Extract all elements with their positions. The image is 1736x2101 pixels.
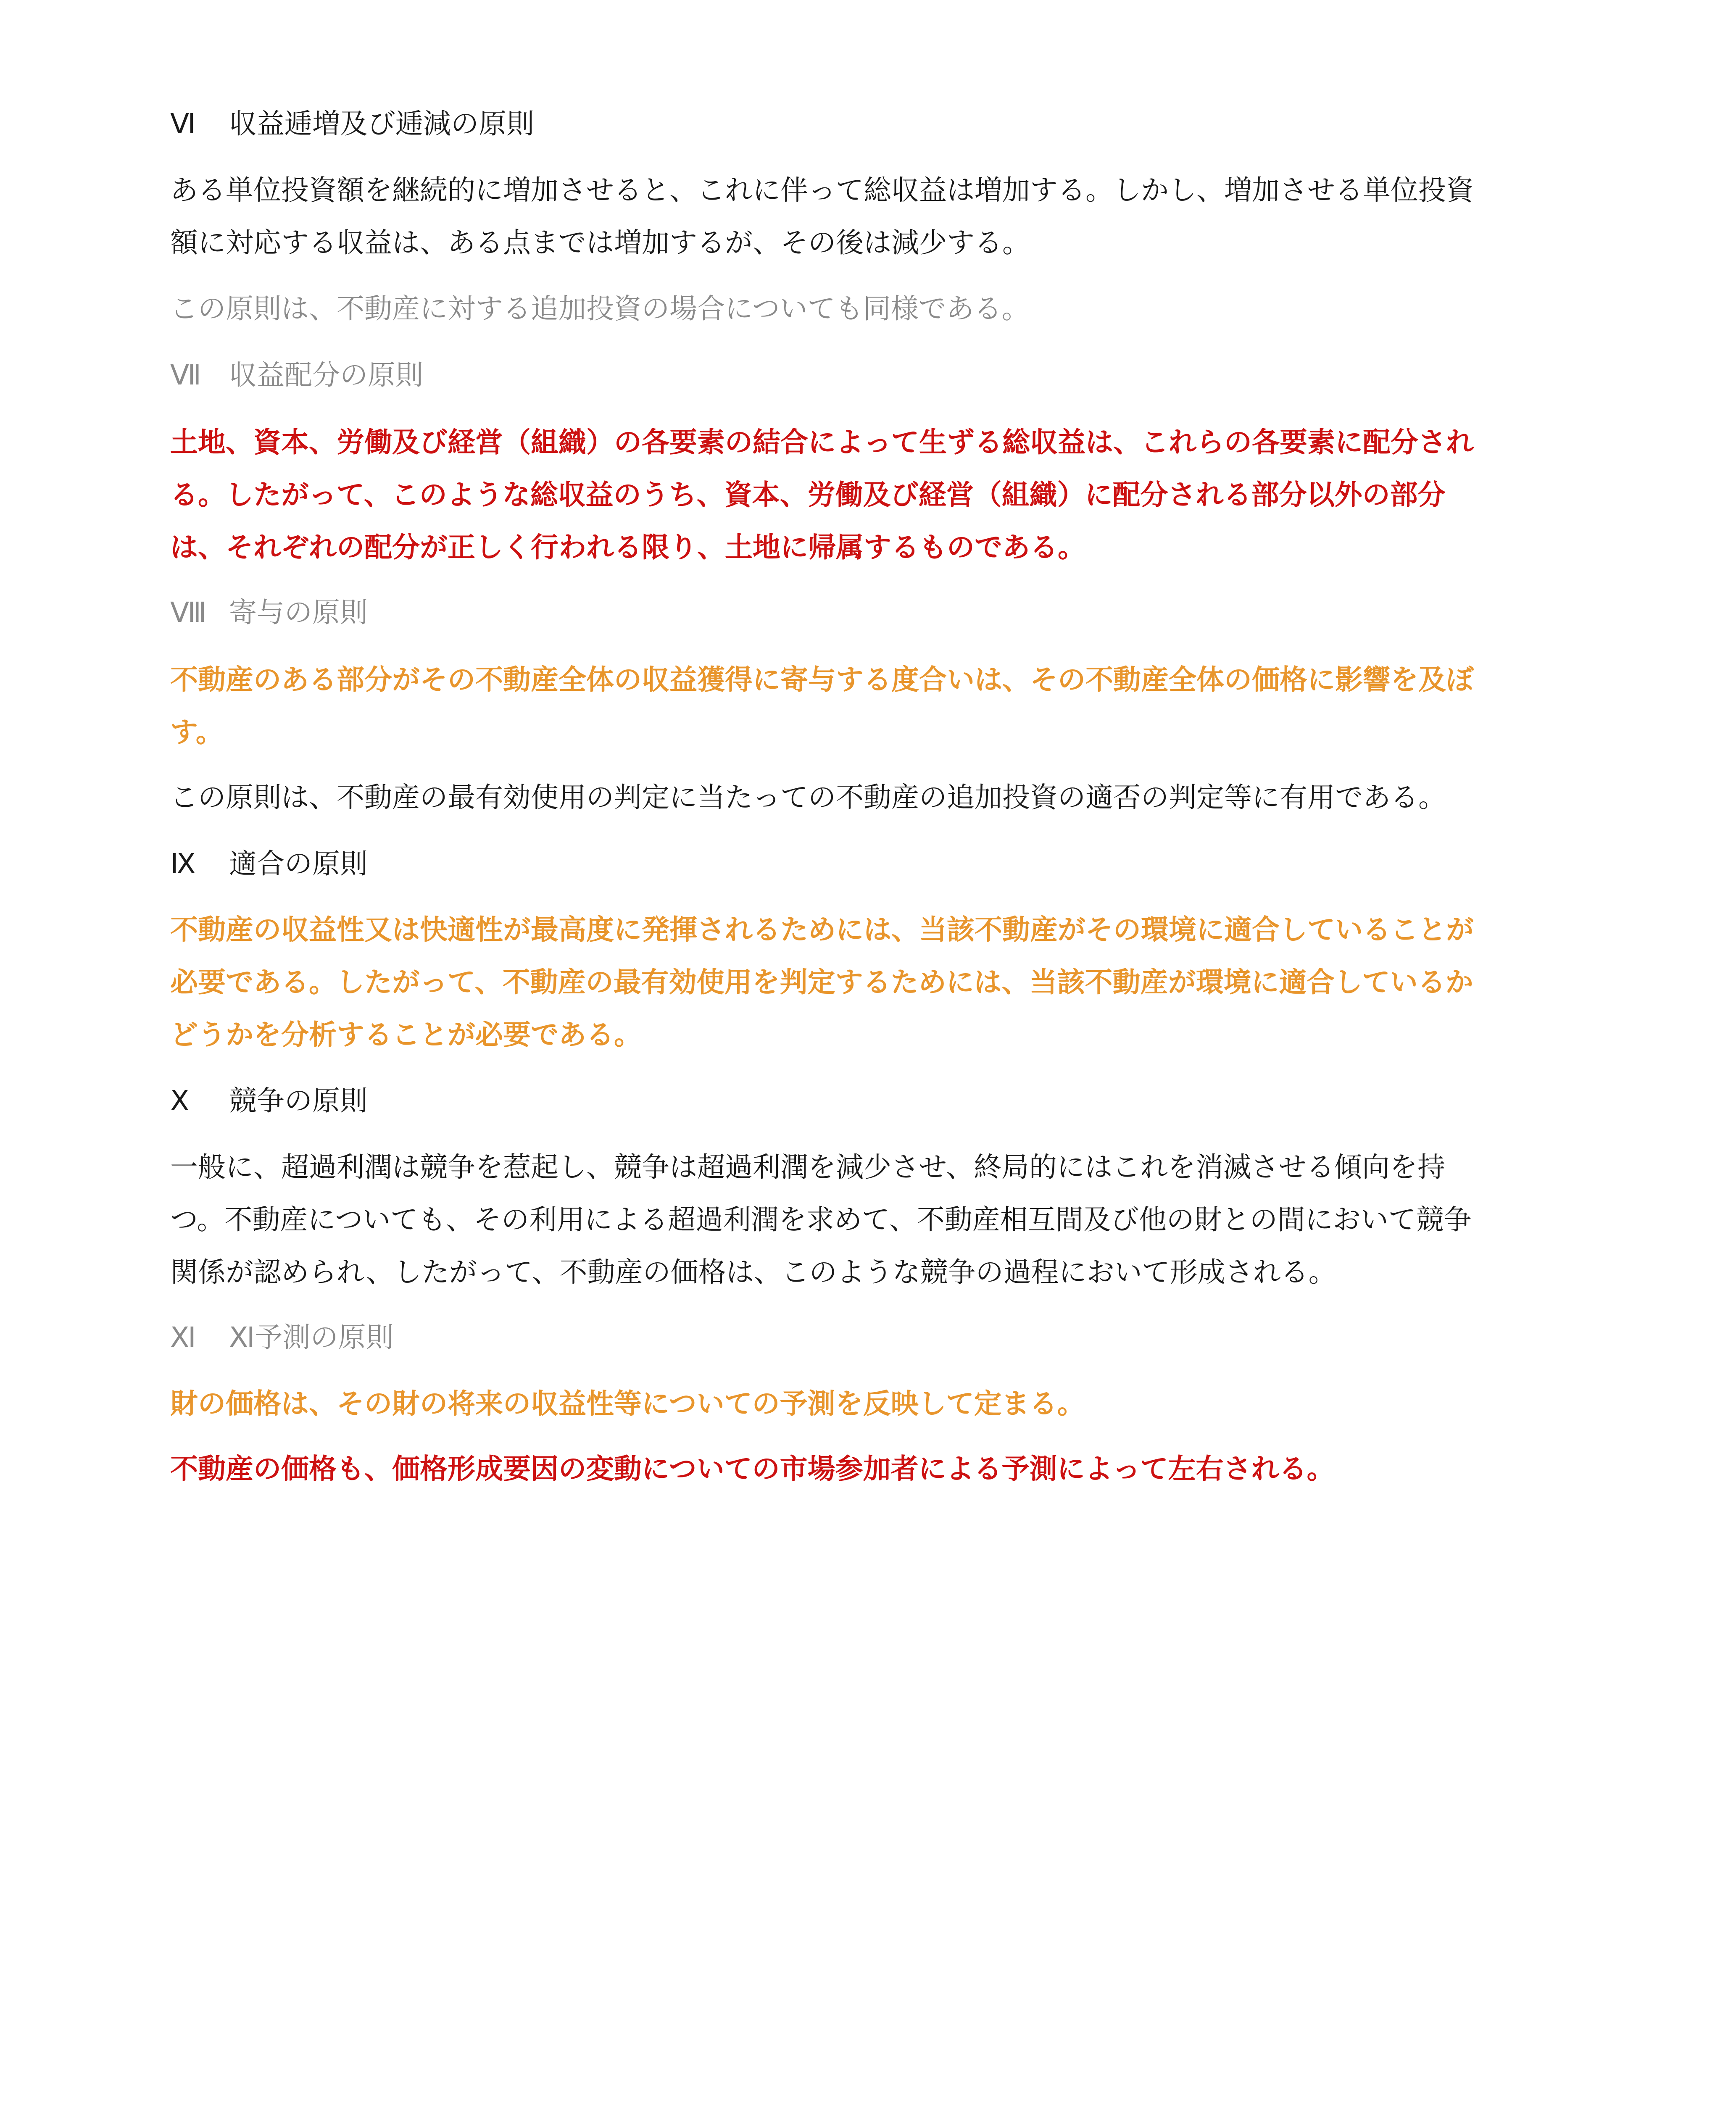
section-number-10: Ⅹ [170, 1085, 190, 1117]
section-6-paragraph-1 [170, 164, 1582, 269]
text-line: 必要である。したがって、不動産の最有効使用を判定するためには、当該不動産が環境に適合しているか [170, 966, 1473, 998]
section-8-paragraph-1 [170, 653, 1582, 758]
text-line: 不動産の収益性又は快適性が最高度に発揮されるためには、当該不動産がその環境に適合していることが [170, 914, 1474, 946]
section-11-paragraph-1: 財の価格は、その財の将来の収益性等についての予測を反映して定まる。 [170, 1388, 1085, 1420]
section-heading-10 [170, 1074, 1582, 1127]
section-number-8: Ⅷ [170, 596, 207, 629]
section-title-7: 収益配分の原則 [229, 359, 423, 391]
text-line: 土地、資本、労働及び経営（組織）の各要素の結合によって生ずる総収益は、これらの各要素に配分され [170, 426, 1474, 458]
text-line: は、それぞれの配分が正しく行われる限り、土地に帰属するものである。 [170, 531, 1085, 563]
section-title-6: 収益逓増及び逓減の原則 [229, 108, 534, 140]
section-10-paragraph-1 [170, 1141, 1582, 1298]
section-heading-7 [170, 349, 1582, 401]
section-title-10: 競争の原則 [229, 1085, 368, 1117]
section-title-8: 寄与の原則 [229, 596, 368, 629]
section-9-paragraph-1 [170, 903, 1582, 1061]
section-title-11: Ⅺ予測の原則 [229, 1321, 394, 1353]
section-heading-6 [170, 97, 1582, 150]
text-line: 一般に、超過利潤は競争を惹起し、競争は超過利潤を減少させ、終局的にはこれを消滅させる傾向を持 [170, 1151, 1446, 1183]
text-line: る。したがって、このような総収益のうち、資本、労働及び経営（組織）に配分される部分以外の部分 [170, 479, 1446, 511]
section-title-9: 適合の原則 [229, 848, 368, 880]
section-number-6: Ⅵ [170, 108, 196, 140]
section-8-paragraph-2: この原則は、不動産の最有効使用の判定に当たっての不動産の追加投資の適否の判定等に有用である。 [170, 781, 1446, 814]
text-line: つ。不動産についても、その利用による超過利潤を求めて、不動産相互間及び他の財との間において競争 [170, 1203, 1472, 1236]
text-line: す。 [170, 716, 224, 748]
section-heading-8 [170, 586, 1582, 639]
text-line: 額に対応する収益は、ある点までは増加するが、その後は減少する。 [170, 226, 1030, 259]
section-11-paragraph-2: 不動産の価格も、価格形成要因の変動についての市場参加者による予測によって左右される。 [170, 1453, 1335, 1485]
section-number-9: Ⅸ [170, 848, 196, 880]
section-heading-9 [170, 837, 1582, 890]
text-line: 関係が認められ、したがって、不動産の価格は、このような競争の過程において形成される。 [170, 1256, 1336, 1288]
text-line: 不動産のある部分がその不動産全体の収益獲得に寄与する度合いは、その不動産全体の価格に影響を及ぼ [170, 663, 1474, 696]
section-number-11: Ⅺ [170, 1321, 196, 1353]
section-6-paragraph-2: この原則は、不動産に対する追加投資の場合についても同様である。 [170, 292, 1030, 325]
text-line: どうかを分析することが必要である。 [170, 1019, 642, 1051]
section-number-7: Ⅶ [170, 359, 201, 391]
section-heading-11 [170, 1311, 1582, 1364]
text-line: ある単位投資額を継続的に増加させると、これに伴って総収益は増加する。しかし、増加させる単位投資 [170, 174, 1474, 206]
section-7-paragraph-1 [170, 416, 1582, 574]
